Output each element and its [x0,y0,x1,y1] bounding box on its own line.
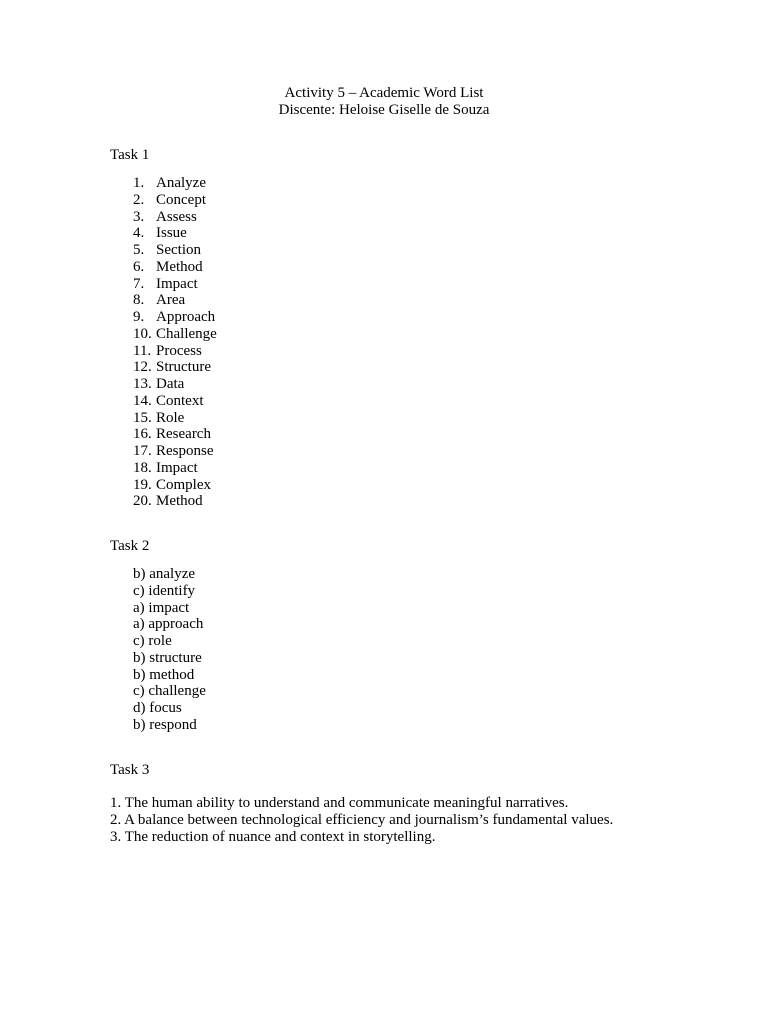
task2-title: Task 2 [110,538,150,554]
list-item [133,477,217,494]
list-item [133,259,217,276]
list-item-number: 20. [133,493,152,510]
list-item-word: Context [156,392,204,409]
list-item [133,376,217,393]
list-item-word: Role [156,409,185,426]
list-item-number: 16. [133,426,152,443]
list-item-number: 7. [133,275,145,292]
list-item: d) focus [133,700,182,716]
list-item-number: 17. [133,443,152,459]
list-item-number: 6. [133,258,145,275]
list-item: b) method [133,666,195,683]
list-item-number: 1. [133,175,145,191]
list-item [133,292,217,309]
list-item: c) role [133,633,172,649]
list-item-number: 15. [133,409,152,426]
list-item [133,192,217,209]
list-item [133,343,217,360]
list-item: a) impact [133,599,190,616]
list-item-number: 8. [133,292,145,309]
list-item-word: Response [156,443,214,459]
list-item-word: Data [156,376,185,392]
document-title: Activity 5 – Academic Word List [284,85,484,101]
list-item [133,209,217,226]
list-item-word: Research [156,426,211,443]
list-item-word: Complex [156,476,211,493]
list-item-number: 13. [133,376,152,392]
list-item-number: 18. [133,459,152,476]
list-item-number: 14. [133,392,152,409]
list-item [133,426,217,443]
list-item: c) identify [133,582,196,599]
list-item [133,175,217,192]
list-item-word: Method [156,258,203,275]
list-item-number: 3. [133,208,145,225]
list-item-word: Approach [156,309,216,325]
list-item [133,225,217,242]
list-item-number: 10. [133,325,152,342]
student-name: Discente: Heloise Giselle de Souza [278,102,490,118]
list-item-number: 5. [133,242,145,258]
list-item: c) challenge [133,683,206,700]
task1-list [133,175,217,510]
list-item [133,493,217,510]
list-item [133,443,217,460]
list-item [133,309,217,326]
list-item-number: 4. [133,225,145,242]
list-item-number: 9. [133,309,145,325]
answer-line: 1. The human ability to understand and communicate meaningful narratives. [110,795,569,811]
list-item-number: 12. [133,359,152,376]
list-item-word: Impact [156,275,198,292]
list-item: b) analyze [133,566,196,582]
list-item-word: Section [156,242,201,258]
list-item-word: Impact [156,459,198,476]
task3-title: Task 3 [110,762,150,778]
list-item: a) approach [133,616,204,633]
list-item-word: Challenge [156,325,217,342]
list-item [133,393,217,410]
list-item-word: Assess [156,208,197,225]
list-item [133,326,217,343]
list-item-number: 19. [133,476,152,493]
list-item-word: Area [156,292,186,309]
list-item-word: Process [156,342,202,359]
list-item [133,242,217,259]
list-item-number: 2. [133,191,145,208]
answer-line: 2. A balance between technological efficiency and journalism’s fundamental values. [110,812,614,828]
list-item [133,359,217,376]
list-item [133,276,217,293]
list-item [133,410,217,427]
list-item [133,460,217,477]
list-item-word: Issue [156,225,187,242]
list-item-number: 11. [133,342,152,359]
list-item-word: Structure [156,359,211,376]
list-item-word: Method [156,493,203,510]
answer-line: 3. The reduction of nuance and context in storytelling. [110,829,436,845]
task1-title: Task 1 [110,147,150,163]
task2-list [133,566,206,734]
document-header [0,85,768,119]
task3-list [110,795,613,846]
list-item-word: Concept [156,191,206,208]
list-item-word: Analyze [156,175,206,191]
list-item: b) respond [133,716,197,733]
list-item: b) structure [133,649,202,666]
